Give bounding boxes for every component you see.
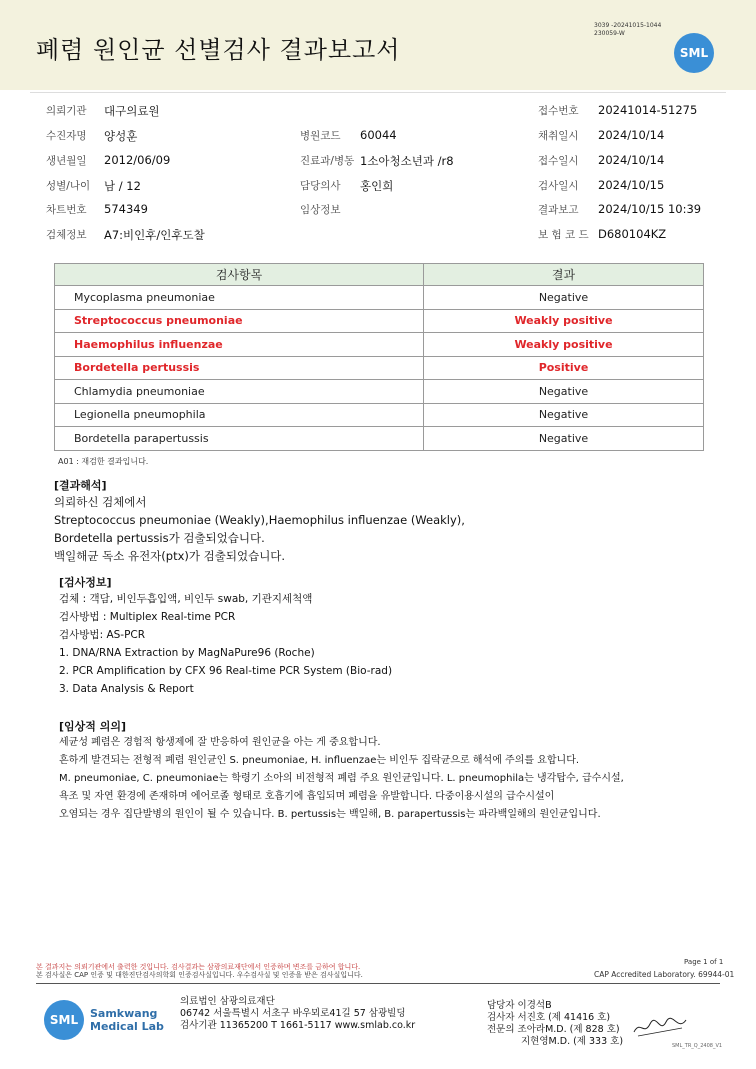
sml-logo-icon: SML [674,33,714,73]
staff-line-2: 검사자 서진호 (제 41416 호) [487,1012,611,1023]
hospital-code-label: 병원코드 [300,130,341,142]
result-row [55,333,704,357]
dob-value: 2012/06/09 [104,153,171,167]
header-divider [30,92,726,93]
result-value: Negative [424,380,704,404]
result-value: Weakly positive [424,333,704,357]
results-body [55,286,704,451]
result-value: Negative [424,286,704,310]
test-info-line: 3. Data Analysis & Report [59,683,194,695]
client-label: 의뢰기관 [46,105,87,117]
result-item-name: Chlamydia pneumoniae [55,380,424,404]
patient-value: 양성훈 [104,129,138,143]
clinical-heading: [임상적 의의] [59,720,127,733]
staff-list [487,1000,623,1048]
chart-no-value: 574349 [104,202,148,216]
insurance-label: 보 험 코 드 [538,229,589,241]
specimen-value: A7:비인후/인후도찰 [104,228,205,242]
result-row [55,403,704,427]
interpretation-line-3: Bordetella pertussis가 검출되었습니다. [54,531,265,545]
interpretation-line-2: Streptococcus pneumoniae (Weakly),Haemophilus influenzae (Weakly), [54,513,465,527]
test-info-line: 2. PCR Amplification by CFX 96 Real-time PCR System (Bio-rad) [59,665,393,677]
clinical-line: 오염되는 경우 집단발병의 원인이 될 수 있습니다. B. pertussis는 백일해, B. parapertussis는 파라백일해의 원인균입니다. [59,809,601,820]
results-header-row [55,264,704,286]
result-item-name: Bordetella parapertussis [55,427,424,451]
result-item-name: Legionella pneumophila [55,403,424,427]
lab-address [180,996,415,1032]
results-table [54,263,704,451]
lab-name [90,1007,164,1033]
sex-age-label: 성별/나이 [46,180,91,192]
clinical-line: 흔하게 발견되는 전형적 폐렴 원인균인 S. pneumoniae, H. influenzae는 비인두 집락균으로 해석에 주의를 요합니다. [59,755,580,766]
address-line-1: 의료법인 삼광의료재단 [180,996,275,1007]
interpretation-line-4: 백일해균 독소 유전자(ptx)가 검출되었습니다. [54,549,286,563]
result-value: Positive [424,356,704,380]
column-header-item: 검사항목 [55,264,424,286]
page-number: Page 1 of 1 [684,958,724,966]
receipt-no-value: 20241014-51275 [598,103,698,117]
report-value: 2024/10/15 10:39 [598,202,702,216]
collect-value: 2024/10/14 [598,128,665,142]
receipt-date-label: 접수일시 [538,155,579,167]
result-value: Negative [424,403,704,427]
test-info-line: 1. DNA/RNA Extraction by MagNaPure96 (Roche) [59,647,315,659]
test-date-label: 검사일시 [538,180,579,192]
result-row [55,427,704,451]
insurance-value: D680104KZ [598,227,667,241]
copy-notice: 본 결과지는 의뢰기관에서 출력한 것입니다. 검사결과는 삼광의료재단에서 인증하며 변조를 금하여 합니다. [36,963,361,971]
lab-name-line-1: Samkwang [90,1007,158,1020]
dept-value: 1소아청소년과 /r8 [360,154,454,168]
document-code-line-1: 3039 -20241015-1044 [594,22,662,29]
interpretation-heading: [결과해석] [54,479,107,492]
test-info-heading: [검사정보] [59,576,112,589]
column-header-result: 결과 [424,264,704,286]
signature-icon [630,1014,690,1040]
result-value: Weakly positive [424,309,704,333]
specimen-label: 검체정보 [46,229,87,241]
retest-note: A01 : 재검한 결과입니다. [58,457,149,466]
dept-label: 진료과/병동 [300,155,355,167]
certification-notice: 본 검사실은 CAP 인증 및 대한진단검사의학회 인증검사실입니다. 우수검사실 및 인증을 받은 검사실입니다. [36,971,363,979]
document-code-line-2: 230059-W [594,30,625,37]
sex-age-value: 남 / 12 [104,179,141,193]
result-value: Negative [424,427,704,451]
doctor-value: 홍인희 [360,179,394,193]
receipt-date-value: 2024/10/14 [598,153,665,167]
dob-label: 생년월일 [46,155,87,167]
footer-divider [36,983,720,984]
chart-no-label: 차트번호 [46,204,87,216]
test-info-line: 검사방법 : Multiplex Real-time PCR [59,611,236,623]
result-item-name: Haemophilus influenzae [55,333,424,357]
test-info-line: 검사방법: AS-PCR [59,629,146,641]
footer-sml-logo-icon: SML [44,1000,84,1040]
result-item-name: Mycoplasma pneumoniae [55,286,424,310]
report-title: 폐렴 원인균 선별검사 결과보고서 [36,36,401,64]
result-row [55,380,704,404]
receipt-no-label: 접수번호 [538,105,579,117]
document-code [594,22,661,38]
clinical-info-label: 임상정보 [300,204,341,216]
cap-accreditation: CAP Accredited Laboratory. 69944-01 [594,970,735,979]
staff-line-3: 전문의 조아라M.D. (제 828 호) [487,1024,620,1035]
clinical-line: 욕조 및 자연 환경에 존재하며 에어로졸 형태로 호흡기에 흡입되며 폐렴을 유발합니다. 다중이용시설의 급수시설이 [59,791,555,802]
lab-name-line-2: Medical Lab [90,1020,164,1033]
patient-label: 수진자명 [46,130,87,142]
doctor-label: 담당의사 [300,180,341,192]
result-item-name: Streptococcus pneumoniae [55,309,424,333]
form-code: SML_TR_Q_2408_V1 [672,1043,723,1049]
test-info-line: 검체 : 객담, 비인두흡입액, 비인두 swab, 기관지세척액 [59,593,313,605]
address-line-2: 06742 서울특별시 서초구 바우뫼로41길 57 삼광빌딩 [180,1008,406,1019]
clinical-line: 세균성 폐렴은 경험적 항생제에 잘 반응하여 원인균을 아는 게 중요합니다. [59,737,381,748]
collect-label: 채취일시 [538,130,579,142]
staff-line-1: 담당자 이경석B [487,1000,552,1011]
staff-line-4: 지현영M.D. (제 333 호) [521,1036,624,1047]
result-row [55,356,704,380]
interpretation-line-1: 의뢰하신 검체에서 [54,495,147,509]
address-line-3: 검사기관 11365200 T 1661-5117 www.smlab.co.kr [180,1020,416,1031]
result-row [55,286,704,310]
result-item-name: Bordetella pertussis [55,356,424,380]
clinical-line: M. pneumoniae, C. pneumoniae는 학령기 소아의 비전형적 폐렴 주요 원인균입니다. L. pneumophila는 냉각탑수, 급수시설, [59,773,624,784]
client-value: 대구의료원 [104,104,160,118]
test-date-value: 2024/10/15 [598,178,665,192]
hospital-code-value: 60044 [360,128,397,142]
report-label: 결과보고 [538,204,579,216]
result-row [55,309,704,333]
